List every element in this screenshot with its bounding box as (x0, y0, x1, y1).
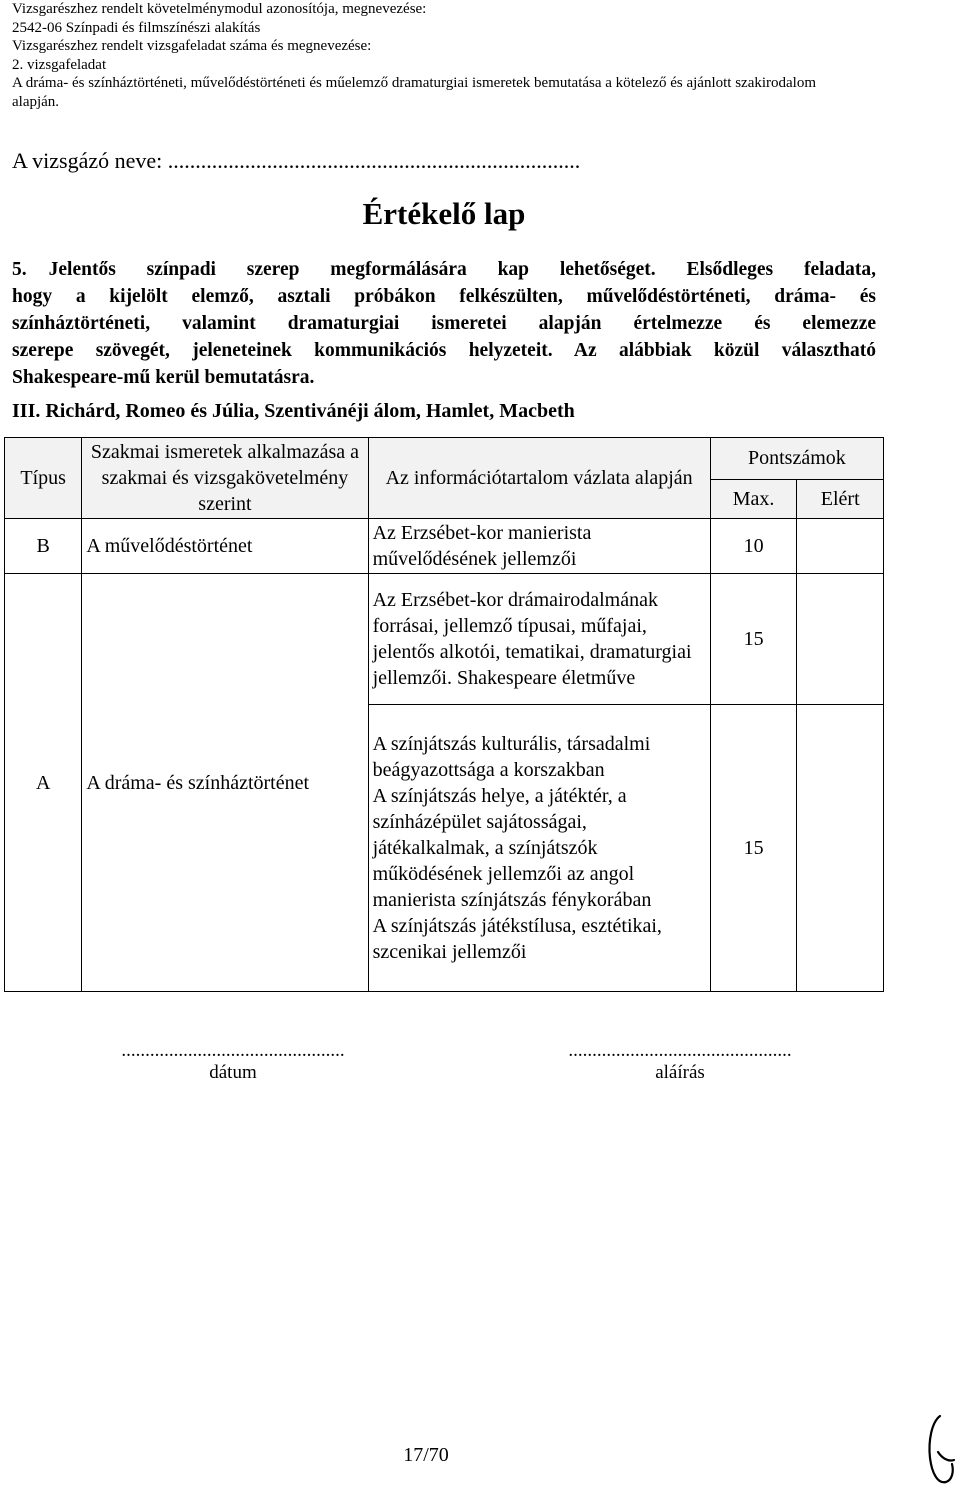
task-line: 5. Jelentős színpadi szerep megformálására kap lehetőséget. Elsődleges feladata, (12, 259, 876, 280)
header-line: 2542-06 Színpadi és filmszínészi alakítás (12, 19, 261, 36)
row-info: Az Erzsébet-kor drámairodalmának forrásai, jellemző típusai, műfajai, jelentős alkotói, tematikai, dramaturgiai jellemzői. Shakespeare életműve (368, 574, 710, 705)
row-type: A (5, 574, 82, 992)
header-line: alapján. (12, 93, 60, 110)
row-max-points: 10 (710, 519, 797, 574)
row-max-points: 15 (710, 705, 797, 992)
page-number: 17/70 (403, 1444, 449, 1466)
header-max: Max. (710, 479, 797, 519)
row-skill: A dráma- és színháztörténet (82, 574, 368, 992)
date-label: dátum (209, 1062, 257, 1083)
task-line: szerepe szövegét, jeleneteinek kommunikációs helyzeteit. Az alábbiak közül választható (12, 340, 876, 361)
header-type: Típus (5, 438, 82, 519)
header-line: Vizsgarészhez rendelt követelménymodul azonosítója, megnevezése: (12, 1, 427, 17)
handwritten-signature-mark (918, 1412, 958, 1490)
header-line: 2. vizsgafeladat (12, 56, 107, 73)
row-max-points: 15 (710, 574, 797, 705)
evaluation-table (4, 437, 884, 992)
info-item: A színjátszás kulturális, társadalmi beágyazottsága a korszakban (372, 733, 651, 781)
row-skill: A művelődéstörténet (82, 519, 368, 574)
header-line: Vizsgarészhez rendelt vizsgafeladat száma és megnevezése: (12, 38, 372, 54)
task-line: színháztörténeti, valamint dramaturgiai ismeretei alapján értelmezze és elemezze (12, 313, 876, 334)
row-info (368, 705, 710, 992)
header-points: Pontszámok (710, 438, 883, 480)
info-item: A színjátszás játékstílusa, esztétikai, szcenikai jellemzői (372, 915, 662, 963)
task-description (12, 256, 876, 391)
task-number: 5. (12, 259, 27, 280)
document-header (12, 0, 816, 111)
row-info: Az Erzsébet-kor manierista művelődésének jellemzői (368, 519, 710, 574)
row-earned-points[interactable] (797, 519, 884, 574)
header-skill: Szakmai ismeretek alkalmazása a szakmai és vizsgakövetelmény szerint (82, 438, 368, 519)
header-got: Elért (797, 479, 884, 519)
table-row (5, 574, 884, 705)
header-info: Az információtartalom vázlata alapján (368, 438, 710, 519)
signature-dots: ............................................... (568, 1040, 792, 1061)
task-line: Shakespeare-mű kerül bemutatásra. (12, 367, 315, 388)
works-list: III. Richárd, Romeo és Júlia, Szentivánéji álom, Hamlet, Macbeth (12, 400, 575, 422)
signature-label: aláírás (655, 1062, 705, 1083)
signature-field (545, 1040, 815, 1084)
date-field (98, 1040, 368, 1084)
page-title: Értékelő lap (362, 196, 526, 231)
table-header-row (5, 438, 884, 480)
task-line: hogy a kijelölt elemző, asztali próbákon felkészülten, művelődéstörténeti, dráma- és (12, 286, 876, 307)
row-type: B (5, 519, 82, 574)
candidate-name-field: A vizsgázó neve: ........................................................................... (12, 148, 581, 173)
info-item: A színjátszás helye, a játéktér, a színházépület sajátosságai, játékalkalmak, a színjátszók működésének jellemzői az angol manierista színjátszás fénykorában (372, 785, 652, 911)
date-dots: ............................................... (121, 1040, 345, 1061)
row-earned-points[interactable] (797, 705, 884, 992)
table-row (5, 519, 884, 574)
row-earned-points[interactable] (797, 574, 884, 705)
header-line: A dráma- és színháztörténeti, művelődéstörténeti és műelemző dramaturgiai ismeretek bemutatása a kötelező és ajánlott szakirodalom (12, 75, 817, 91)
